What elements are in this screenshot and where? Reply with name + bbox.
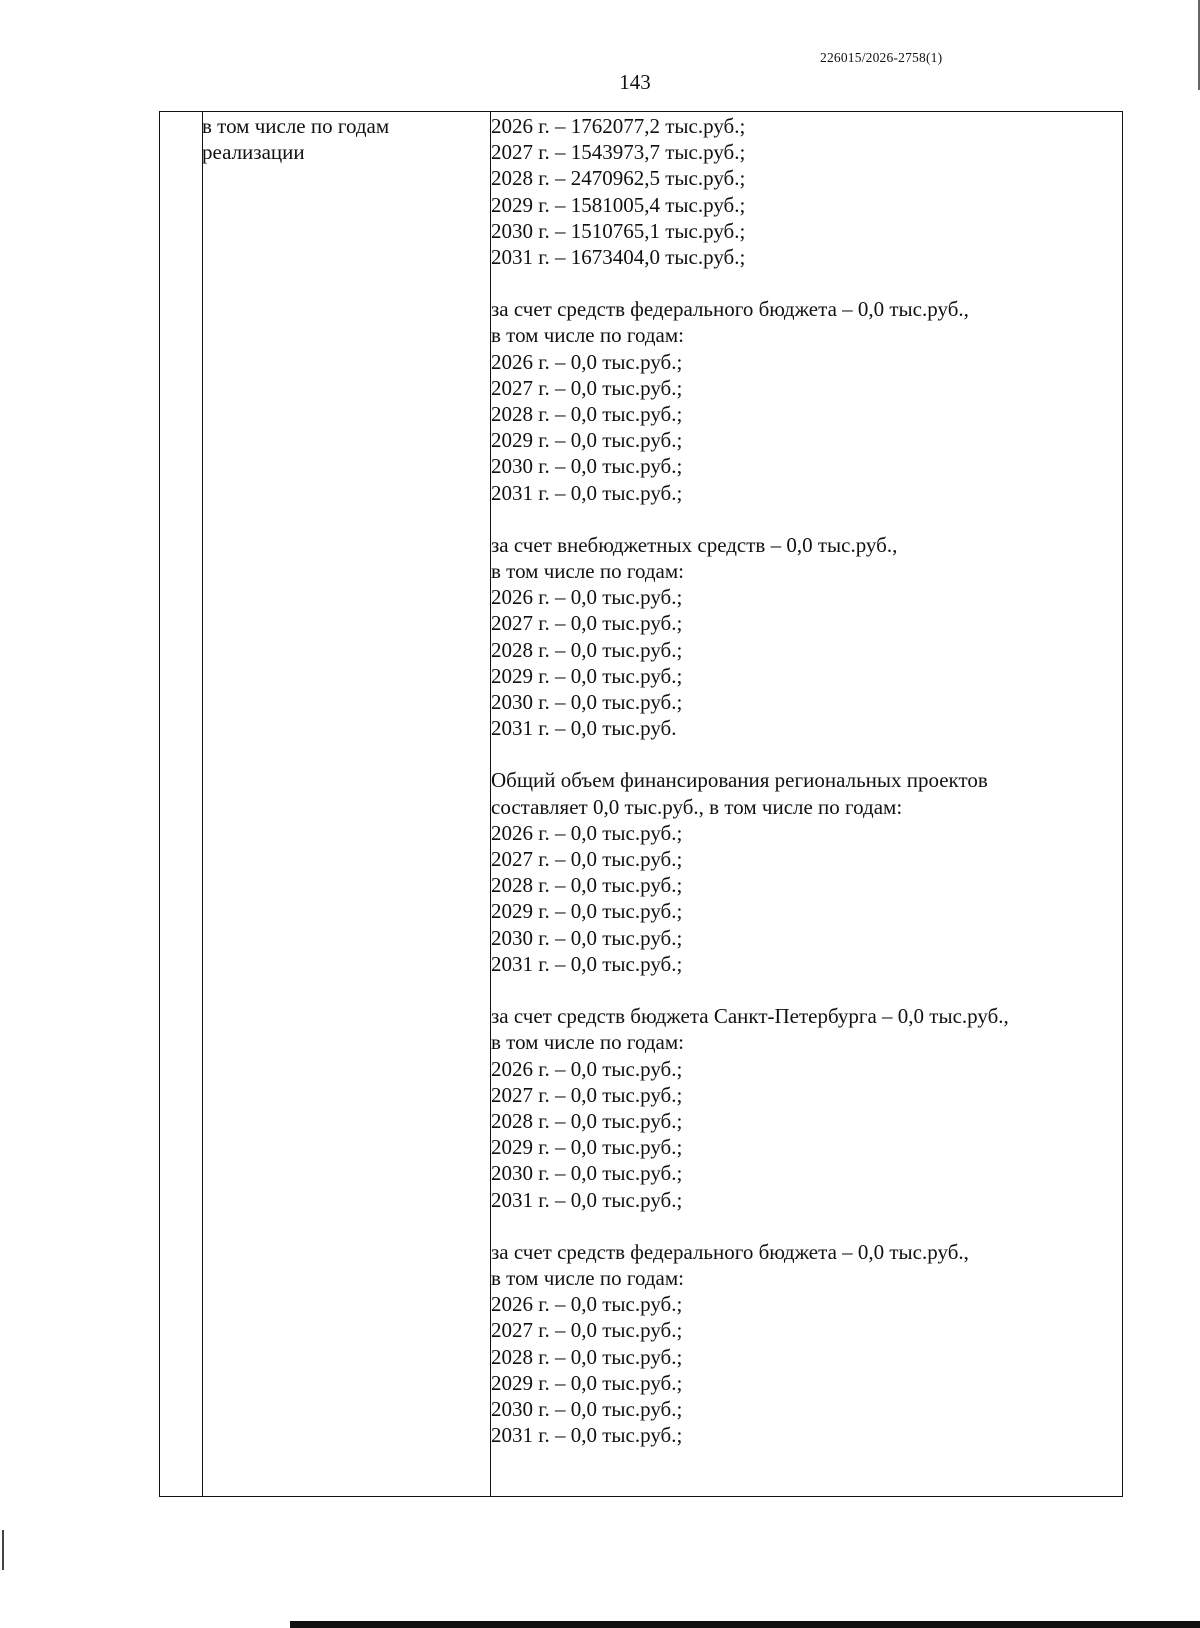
financing-line: 2031 г. – 0,0 тыс.руб.; <box>491 1423 683 1448</box>
financing-line: 2028 г. – 0,0 тыс.руб.; <box>491 637 683 662</box>
financing-line: 2026 г. – 0,0 тыс.руб.; <box>491 349 683 374</box>
financing-line: 2029 г. – 0,0 тыс.руб.; <box>491 663 683 688</box>
scan-edge-mark <box>2 1530 4 1570</box>
table-divider-left <box>202 112 203 1496</box>
financing-line: за счет внебюджетных средств – 0,0 тыс.руб., <box>491 532 898 557</box>
financing-block <box>491 767 1111 977</box>
financing-line: 2030 г. – 0,0 тыс.руб.; <box>491 454 683 479</box>
financing-line: 2027 г. – 1543973,7 тыс.руб.; <box>491 140 746 165</box>
financing-line: 2026 г. – 0,0 тыс.руб.; <box>491 1292 683 1317</box>
financing-content-cell <box>491 113 1111 1474</box>
row-label-line: реализации <box>202 140 305 164</box>
financing-line: 2029 г. – 0,0 тыс.руб.; <box>491 1135 683 1160</box>
financing-block <box>491 113 1111 270</box>
financing-line: 2029 г. – 1581005,4 тыс.руб.; <box>491 192 746 217</box>
financing-line: составляет 0,0 тыс.руб., в том числе по годам: <box>491 794 903 819</box>
financing-block <box>491 1003 1111 1213</box>
financing-line: 2029 г. – 0,0 тыс.руб.; <box>491 428 683 453</box>
row-label-line: в том числе по годам <box>202 114 390 138</box>
financing-line: Общий объем финансирования региональных проектов <box>491 768 988 793</box>
financing-line: 2027 г. – 0,0 тыс.руб.; <box>491 611 683 636</box>
financing-line: 2027 г. – 0,0 тыс.руб.; <box>491 1082 683 1107</box>
financing-line: 2031 г. – 0,0 тыс.руб.; <box>491 1187 683 1212</box>
financing-line: 2026 г. – 0,0 тыс.руб.; <box>491 585 683 610</box>
financing-line: 2029 г. – 0,0 тыс.руб.; <box>491 1370 683 1395</box>
financing-block <box>491 296 1111 506</box>
financing-line: 2027 г. – 0,0 тыс.руб.; <box>491 847 683 872</box>
financing-line: 2031 г. – 0,0 тыс.руб.; <box>491 951 683 976</box>
financing-line: 2030 г. – 0,0 тыс.руб.; <box>491 690 683 715</box>
financing-line: 2026 г. – 1762077,2 тыс.руб.; <box>491 114 746 138</box>
financing-line: 2027 г. – 0,0 тыс.руб.; <box>491 1318 683 1343</box>
financing-line: в том числе по годам: <box>491 1265 684 1290</box>
financing-line: 2028 г. – 2470962,5 тыс.руб.; <box>491 166 746 191</box>
row-label-cell <box>202 113 472 165</box>
financing-line: 2026 г. – 0,0 тыс.руб.; <box>491 1056 683 1081</box>
scan-bottom-bar <box>290 1621 1200 1628</box>
financing-line: за счет средств федерального бюджета – 0,0 тыс.руб., <box>491 1239 969 1264</box>
financing-line: 2029 г. – 0,0 тыс.руб.; <box>491 899 683 924</box>
financing-line: в том числе по годам: <box>491 323 684 348</box>
financing-block <box>491 1239 1111 1449</box>
financing-line: в том числе по годам: <box>491 559 684 584</box>
financing-line: 2028 г. – 0,0 тыс.руб.; <box>491 402 683 427</box>
financing-line: 2028 г. – 0,0 тыс.руб.; <box>491 1344 683 1369</box>
financing-line: за счет средств федерального бюджета – 0,0 тыс.руб., <box>491 297 969 322</box>
page-number: 143 <box>619 70 651 94</box>
financing-line: 2030 г. – 1510765,1 тыс.руб.; <box>491 218 746 243</box>
document-id: 226015/2026-2758(1) <box>820 50 943 65</box>
financing-line: 2031 г. – 0,0 тыс.руб. <box>491 716 677 741</box>
financing-line: 2026 г. – 0,0 тыс.руб.; <box>491 820 683 845</box>
financing-line: 2028 г. – 0,0 тыс.руб.; <box>491 873 683 898</box>
financing-line: 2027 г. – 0,0 тыс.руб.; <box>491 375 683 400</box>
financing-block <box>491 532 1111 742</box>
financing-line: 2031 г. – 0,0 тыс.руб.; <box>491 480 683 505</box>
financing-line: 2030 г. – 0,0 тыс.руб.; <box>491 1396 683 1421</box>
financing-line: 2031 г. – 1673404,0 тыс.руб.; <box>491 245 746 270</box>
financing-line: за счет средств бюджета Санкт-Петербурга – 0,0 тыс.руб., <box>491 1004 1009 1029</box>
financing-line: 2030 г. – 0,0 тыс.руб.; <box>491 925 683 950</box>
financing-line: в том числе по годам: <box>491 1030 684 1055</box>
financing-line: 2028 г. – 0,0 тыс.руб.; <box>491 1108 683 1133</box>
financing-line: 2030 г. – 0,0 тыс.руб.; <box>491 1161 683 1186</box>
